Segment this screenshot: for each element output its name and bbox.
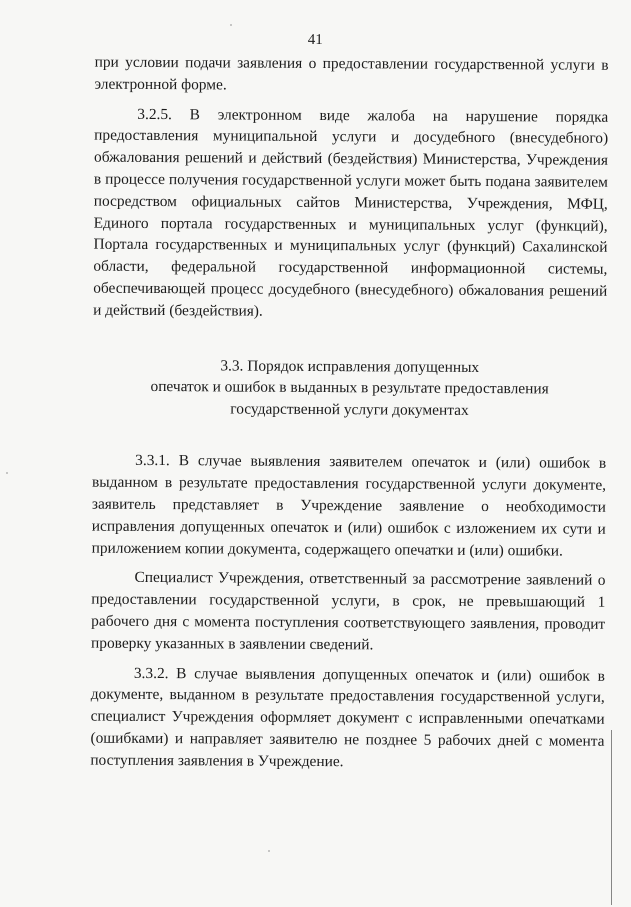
paragraph-3-3-2: 3.3.2. В случае выявления допущенных опечаток и (или) ошибок в документе, выданном в результате предоставления государственной услуги, специалист Учреждения оформляет документ с исправленными опечатками (ошибками) и направляет заявителю не позднее 5 рабочих дней с момента поступления заявления в Учреждение. <box>90 664 605 770</box>
document-body <box>90 52 608 775</box>
paragraph-continuation: при условии подачи заявления о предоставлении государственной услуги в электронной форме. <box>94 53 609 94</box>
section-heading-line-3: государственной услуги документах <box>230 400 469 419</box>
paragraph-3-3-1: 3.3.1. В случае выявления заявителем опечаток и (или) ошибок в выданном в результате предоставления государственной услуги документе, заявитель представляет в Учреждение заявление о необходимости исправления допущенных опечаток и (или) ошибок с изложением их сути и приложением копии документа, содержащего опечатки и (или) ошибки. <box>91 452 607 560</box>
scan-speck <box>268 850 270 852</box>
section-heading-3-3 <box>92 354 606 422</box>
scan-speck <box>230 24 232 26</box>
paragraph-specialist-review: Специалист Учреждения, ответственный за рассмотрение заявлений о предоставлении государственной услуги, в срок, не превышающий 1 рабочего дня с момента поступления соответствующего заявления, проводит проверку указанных в заявлении сведений. <box>91 569 606 654</box>
paragraph-3-2-5: 3.2.5. В электронном виде жалоба на нарушение порядка предоставления муниципальной услуги и досудебного (внесудебного) обжалования решений и действий (бездействия) Министерства, Учреждения в процессе получения государственной услуги может быть подана заявителем посредством официальных сайтов Министерства, Учреждения, МФЦ, Единого портала государственных и муниципальных услуг (функций), Портала государственных и муниципальных услуг (функций) Сахалинской области, федеральной государственной информационной системы, обеспечивающей процесс досудебного (внесудебного) обжалования решений и действий (бездействия). <box>93 105 609 320</box>
section-heading-line-1: 3.3. Порядок исправления допущенных <box>220 356 480 376</box>
scan-speck <box>6 472 8 474</box>
page-number: 41 <box>307 31 323 49</box>
scan-edge-line <box>611 730 612 905</box>
section-heading-line-2: опечаток и ошибок в выданных в результате предоставления <box>150 378 549 398</box>
